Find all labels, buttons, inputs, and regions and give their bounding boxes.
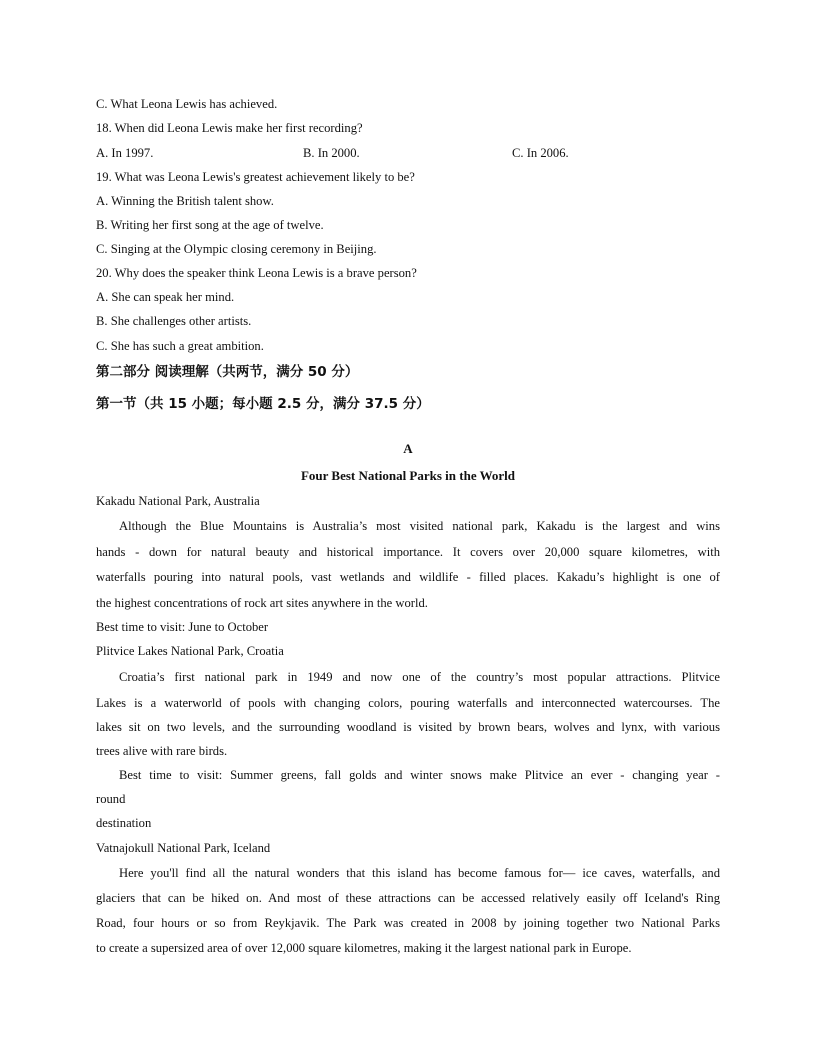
park2-line: Lakes is a waterworld of pools with changing colors, pouring waterfalls and interconnected watercourses. The (96, 696, 720, 710)
park3-name: Vatnajokull National Park, Iceland (96, 841, 271, 855)
q20-stem: 20. Why does the speaker think Leona Lewis is a brave person? (96, 266, 417, 280)
q19-option-b: B. Writing her first song at the age of twelve. (96, 218, 324, 232)
q20-option-c: C. She has such a great ambition. (96, 339, 264, 353)
q19-option-c: C. Singing at the Olympic closing ceremony in Beijing. (96, 242, 377, 256)
passage-title: Four Best National Parks in the World (300, 468, 516, 483)
q18-stem: 18. When did Leona Lewis make her first recording? (96, 121, 363, 135)
park1-best-time: Best time to visit: June to October (96, 620, 269, 634)
park2-best-time: Best time to visit: Summer greens, fall golds and winter snows make Plitvice an ever - changing year - (119, 768, 720, 782)
part2-heading: 第二部分 阅读理解（共两节，满分 50 分） (96, 364, 359, 380)
q17-option-c: C. What Leona Lewis has achieved. (96, 97, 278, 111)
q18-option-c: C. In 2006. (512, 146, 569, 160)
q20-option-a: A. She can speak her mind. (96, 290, 235, 304)
park2-name: Plitvice Lakes National Park, Croatia (96, 644, 284, 658)
q20-option-b: B. She challenges other artists. (96, 314, 252, 328)
park1-line: the highest concentrations of rock art sites anywhere in the world. (96, 596, 428, 610)
park1-line: Although the Blue Mountains is Australia’s most visited national park, Kakadu is the largest and wins (119, 519, 720, 533)
park3-line: to create a supersized area of over 12,000 square kilometres, making it the largest national park in Europe. (96, 941, 632, 955)
park3-line: Here you'll find all the natural wonders that this island has become famous for— ice caves, waterfalls, and (119, 866, 720, 880)
q19-stem: 19. What was Leona Lewis's greatest achievement likely to be? (96, 170, 415, 184)
park2-best-time: destination (96, 816, 152, 830)
section1-heading: 第一节（共 15 小题；每小题 2.5 分，满分 37.5 分） (96, 396, 430, 412)
passage-letter: A (403, 441, 413, 456)
park1-name: Kakadu National Park, Australia (96, 494, 260, 508)
q18-option-a: A. In 1997. (96, 146, 154, 160)
park2-best-time: round (96, 792, 126, 806)
q19-option-a: A. Winning the British talent show. (96, 194, 274, 208)
park2-line: trees alive with rare birds. (96, 744, 228, 758)
park2-line: lakes sit on two levels, and the surrounding woodland is visited by brown bears, wolves and lynx, with various (96, 720, 720, 734)
park2-line: Croatia’s first national park in 1949 and now one of the country’s most popular attractions. Plitvice (119, 670, 720, 684)
park1-line: waterfalls pouring into natural pools, vast wetlands and wildlife - filled places. Kakadu’s highlight is one of (96, 570, 720, 584)
park1-line: hands - down for natural beauty and historical importance. It covers over 20,000 square kilometres, with (96, 545, 720, 559)
q18-option-b: B. In 2000. (303, 146, 360, 160)
park3-line: Road, four hours or so from Reykjavik. The Park was created in 2008 by joining together two National Parks (96, 916, 720, 930)
park3-line: glaciers that can be hiked on. And most of these attractions can be accessed relatively easily off Iceland's Ring (96, 891, 720, 905)
